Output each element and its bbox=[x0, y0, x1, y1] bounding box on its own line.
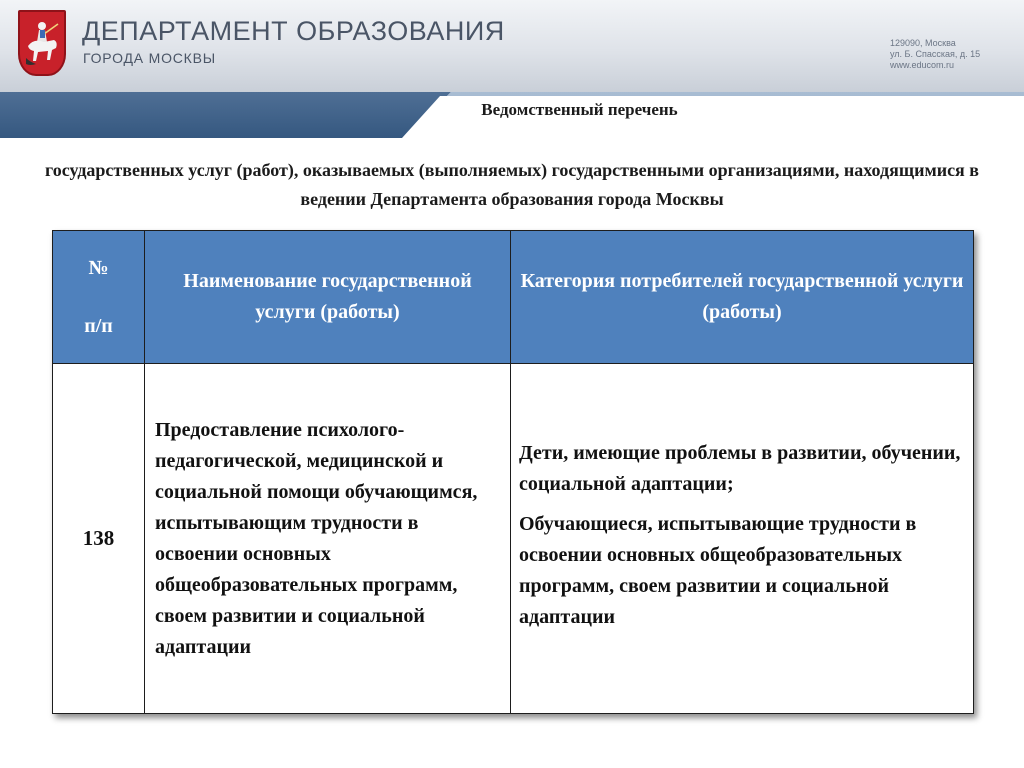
department-title: ДЕПАРТАМЕНТ ОБРАЗОВАНИЯ bbox=[82, 16, 505, 46]
address-block bbox=[890, 38, 980, 71]
website-link[interactable]: www.educom.ru bbox=[890, 60, 955, 70]
page-subtitle: государственных услуг (работ), оказываемых (выполняемых) государственными организациями, находящимися в ведении Департамента образования города Москвы bbox=[44, 160, 980, 209]
consumer-category-item: Дети, имеющие проблемы в развитии, обучении, социальной адаптации; bbox=[519, 442, 961, 495]
services-table bbox=[52, 230, 974, 714]
page-title: Ведомственный перечень bbox=[481, 100, 678, 119]
department-subtitle: ГОРОДА МОСКВЫ bbox=[83, 50, 216, 66]
address-line: ул. Б. Спасская, д. 15 bbox=[890, 49, 981, 59]
column-header-number bbox=[53, 231, 145, 364]
column-header-number-symbol: № bbox=[88, 257, 109, 279]
table-header-row bbox=[53, 231, 974, 364]
column-header-service-name: Наименование государственной услуги (работы) bbox=[145, 231, 511, 364]
consumer-category-cell bbox=[511, 364, 974, 714]
header bbox=[0, 0, 1024, 92]
address-line: 129090, Москва bbox=[890, 38, 956, 48]
consumer-category-item: Обучающиеся, испытывающие трудности в освоении основных общеобразовательных программ, своем развитии и социальной адаптации bbox=[519, 513, 917, 628]
column-header-consumer-category: Категория потребителей государственной услуги (работы) bbox=[511, 231, 974, 364]
service-name-cell: Предоставление психолого-педагогической, медицинской и социальной помощи обучающимся, испытывающим трудности в освоении основных общеобразовательных программ, своем развитии и социальной адаптации bbox=[145, 364, 511, 714]
table-row bbox=[53, 364, 974, 714]
moscow-coat-of-arms-icon bbox=[18, 10, 66, 76]
column-header-number-label: п/п bbox=[84, 315, 113, 337]
row-number: 138 bbox=[53, 364, 145, 714]
